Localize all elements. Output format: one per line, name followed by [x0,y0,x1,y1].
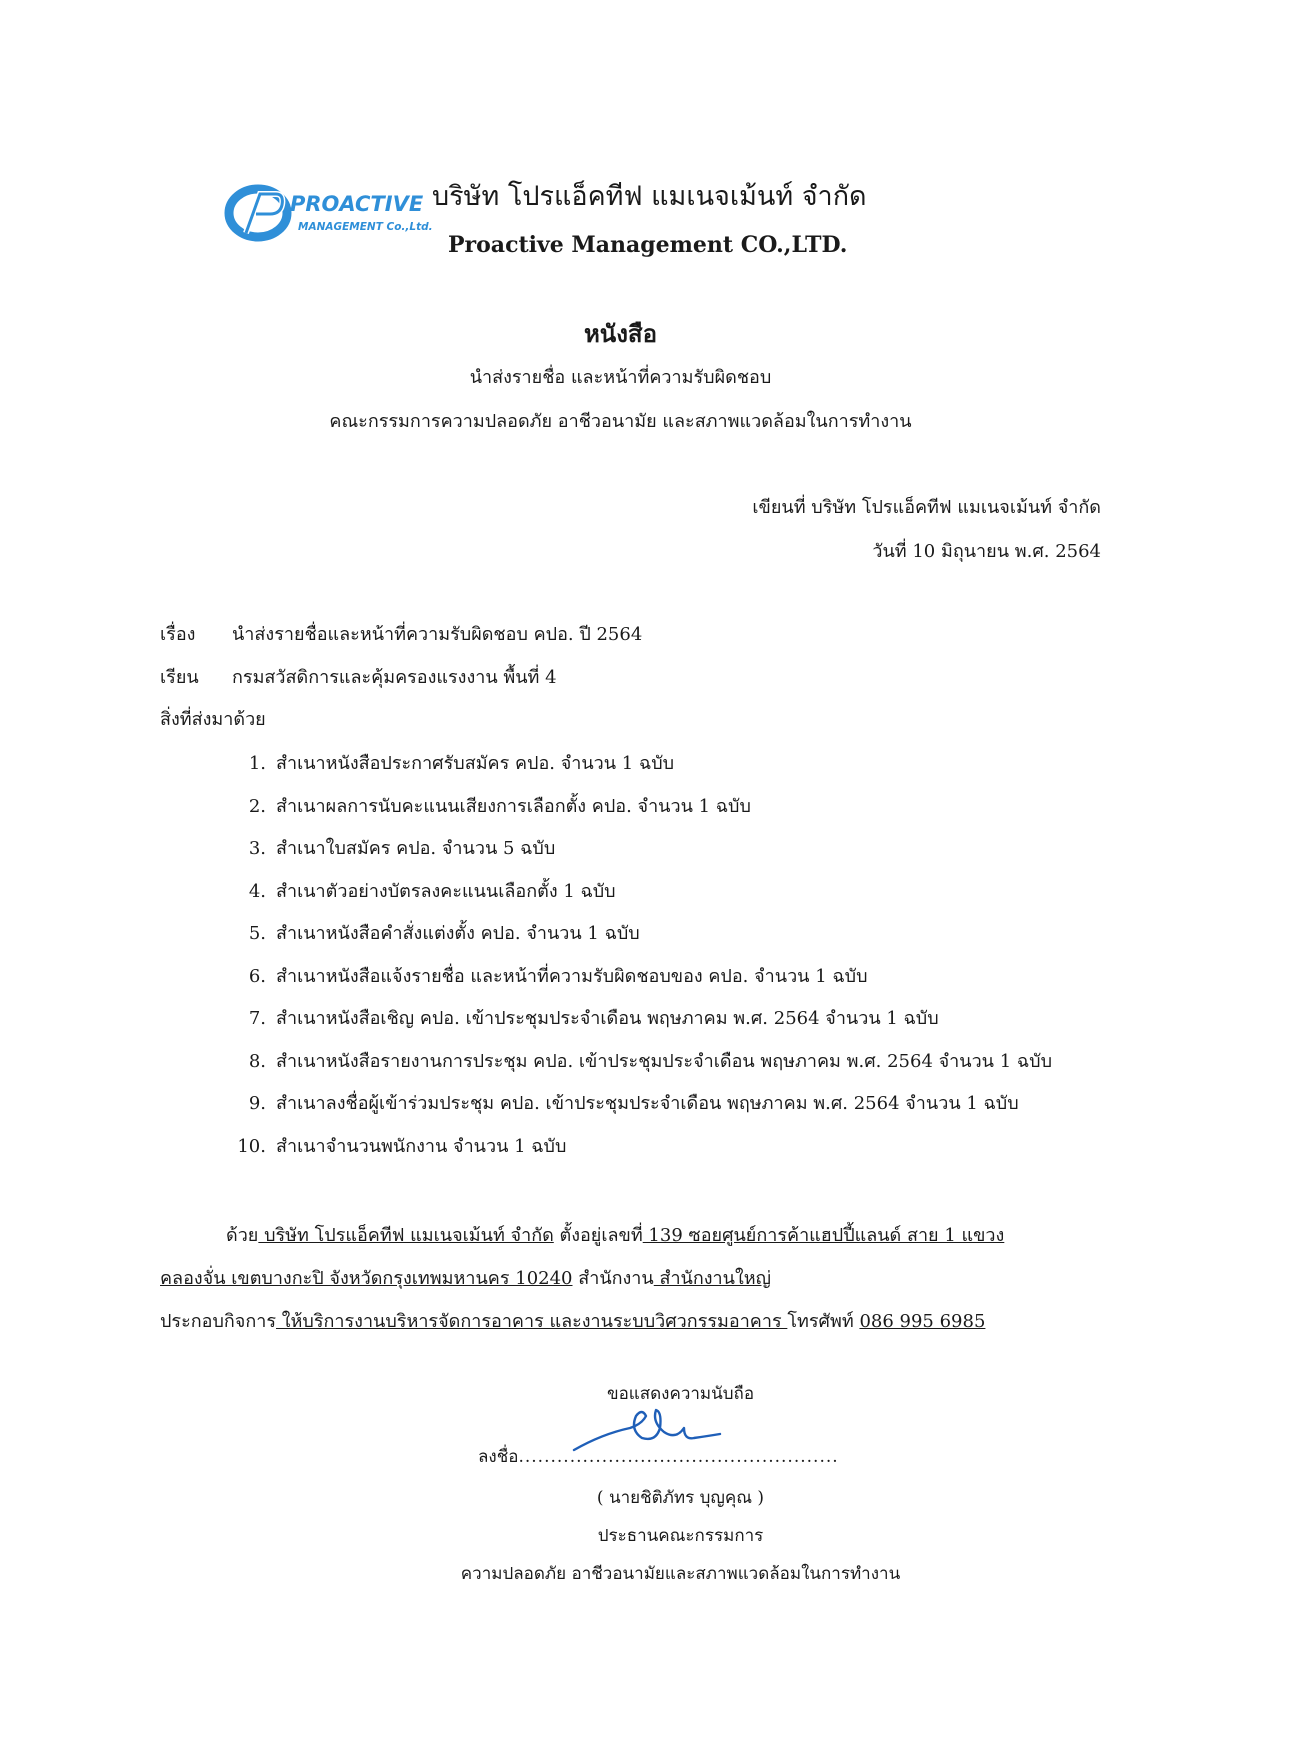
company-name-thai: บริษัท โปรแอ็คทีฟ แมเนจเม้นท์ จำกัด [432,181,867,212]
list-item-number: 7. [248,1008,266,1029]
list-item-number: 8. [248,1050,266,1072]
enclosure-list [232,748,1052,1173]
signature-label: ลงชื่อ [478,1447,519,1467]
list-item-text: สำเนาใบสมัคร คปอ. จำนวน 5 ฉบับ [276,838,556,859]
recipient-text: กรมสวัสดิการและคุ้มครองแรงงาน พื้นที่ 4 [232,667,557,688]
list-item-number: 2. [248,795,266,817]
body-text: สำนักงาน [572,1268,654,1289]
list-item [232,1131,1052,1174]
list-item-number: 9. [248,1093,266,1114]
document-subtitle-2: คณะกรรมการความปลอดภัย อาชีวอนามัย และสภาพแวดล้อมในการทำงาน [329,411,912,432]
list-item-number: 10. [237,1135,266,1157]
list-item-text: สำเนาหนังสือแจ้งรายชื่อ และหน้าที่ความรับผิดชอบของ คปอ. จำนวน 1 ฉบับ [276,965,868,987]
list-item [232,918,1052,961]
body-line-3 [160,1306,1080,1335]
address-field: คลองจั่น เขตบางกะปิ จังหวัดกรุงเทพมหานคร 10240 [160,1268,573,1289]
list-item-text: สำเนาตัวอย่างบัตรลงคะแนนเลือกตั้ง 1 ฉบับ [276,880,616,902]
list-item-text: สำเนาผลการนับคะแนนเสียงการเลือกตั้ง คปอ. จำนวน 1 ฉบับ [276,795,751,817]
recipient-label: เรียน [160,667,199,688]
body-line-2 [160,1263,1080,1292]
list-item [232,961,1052,1004]
list-item [232,791,1052,834]
logo-text-2: MANAGEMENT Co.,Ltd. [298,221,433,233]
list-item-number: 1. [248,753,266,774]
document-subtitle-1: นำส่งรายชื่อ และหน้าที่ความรับผิดชอบ [469,367,772,388]
subject-text: นำส่งรายชื่อและหน้าที่ความรับผิดชอบ คปอ. ปี 2564 [232,624,643,645]
list-item [232,748,1052,791]
enclosures-label: สิ่งที่ส่งมาด้วย [160,709,266,730]
closing-phrase: ขอแสดงความนับถือ [606,1384,755,1404]
body-text: ตั้งอยู่เลขที่ [553,1225,643,1246]
list-item-text: สำเนาลงชื่อผู้เข้าร่วมประชุม คปอ. เข้าประชุมประจำเดือน พฤษภาคม พ.ศ. 2564 จำนวน 1 ฉบับ [276,1093,1019,1114]
phone-field: 086 995 6985 [859,1311,986,1332]
list-item-number: 3. [248,838,266,859]
signer-position-2: ความปลอดภัย อาชีวอนามัยและสภาพแวดล้อมในการทำงาน [460,1564,901,1584]
body-line-1 [226,1220,1146,1249]
list-item-number: 5. [248,923,266,944]
list-item [232,833,1052,876]
company-field: บริษัท โปรแอ็คทีฟ แมเนจเม้นท์ จำกัด [258,1225,554,1246]
written-at: เขียนที่ บริษัท โปรแอ็คทีฟ แมเนจเม้นท์ จำกัด [752,497,1101,518]
company-name-english: Proactive Management CO.,LTD. [448,232,848,258]
list-item [232,876,1052,919]
list-item [232,1046,1052,1089]
list-item [232,1003,1052,1046]
handwritten-signature-icon [572,1398,722,1468]
list-item-number: 6. [248,965,266,987]
subject-label: เรื่อง [160,624,196,645]
signer-name: ( นายชิติภัทร บุญคุณ ) [596,1488,765,1508]
address-field: 139 ซอยศูนย์การค้าแฮปปี้แลนด์ สาย 1 แขวง [642,1225,1005,1246]
body-text: ด้วย [226,1225,259,1246]
company-logo [226,178,433,248]
list-item-text: สำเนาหนังสือคำสั่งแต่งตั้ง คปอ. จำนวน 1 ฉบับ [276,923,640,944]
list-item-text: สำเนาหนังสือรายงานการประชุม คปอ. เข้าประชุมประจำเดือน พฤษภาคม พ.ศ. 2564 จำนวน 1 ฉบับ [276,1050,1052,1072]
signer-position-1: ประธานคณะกรรมการ [597,1526,764,1546]
body-text: โทรศัพท์ [787,1311,860,1332]
proactive-logo-icon [226,178,433,248]
list-item-number: 4. [248,880,266,902]
list-item-text: สำเนาหนังสือประกาศรับสมัคร คปอ. จำนวน 1 ฉบับ [276,753,675,774]
list-item [232,1088,1052,1131]
list-item-text: สำเนาจำนวนพนักงาน จำนวน 1 ฉบับ [276,1135,567,1157]
logo-text-1: PROACTIVE [290,192,424,216]
document-date: วันที่ 10 มิถุนายน พ.ศ. 2564 [872,541,1101,562]
list-item-text: สำเนาหนังสือเชิญ คปอ. เข้าประชุมประจำเดือน พฤษภาคม พ.ศ. 2564 จำนวน 1 ฉบับ [276,1008,939,1029]
business-field: ให้บริการงานบริหารจัดการอาคาร และงานระบบวิศวกรรมอาคาร [276,1311,788,1332]
document-title: หนังสือ [583,319,657,348]
signature-dots: .................................................. [518,1447,839,1467]
body-text: ประกอบกิจการ [160,1311,277,1332]
office-field: สำนักงานใหญ่ [653,1268,771,1289]
